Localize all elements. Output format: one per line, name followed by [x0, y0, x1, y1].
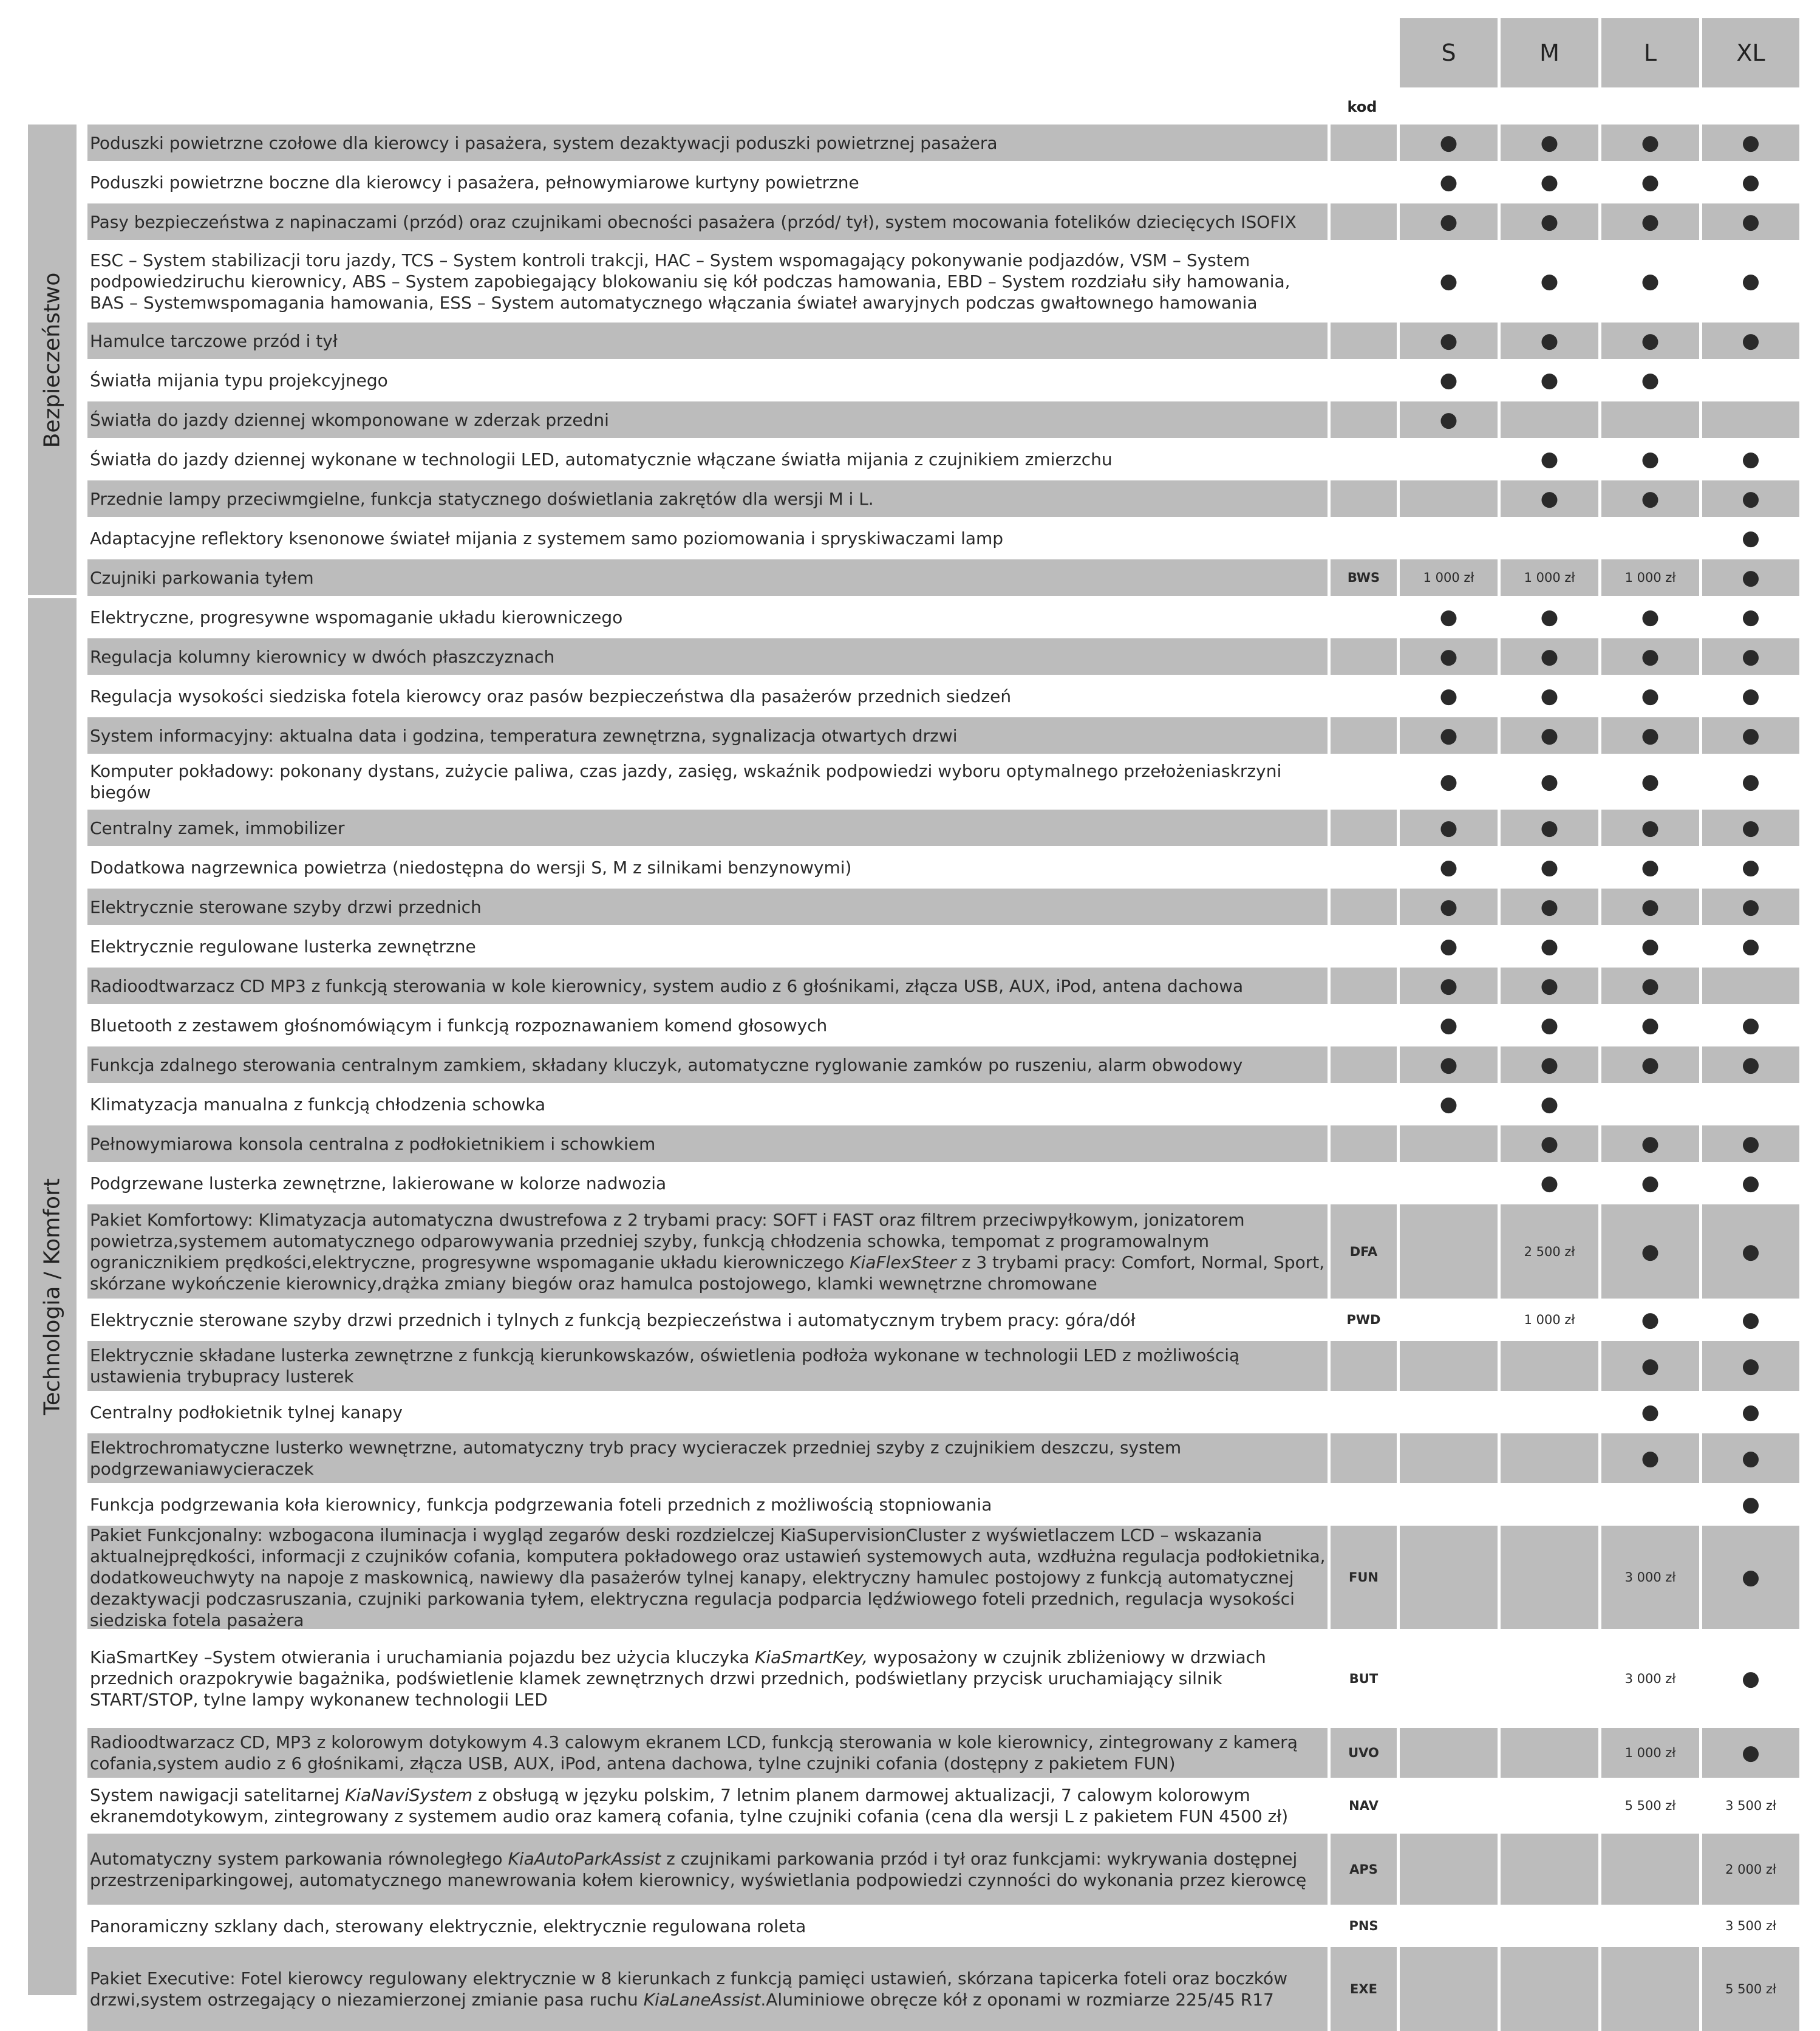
- variant-s-value: ●: [1439, 368, 1458, 392]
- variant-m-value: [1501, 1341, 1598, 1391]
- variant-xl-value: ●: [1742, 1666, 1760, 1691]
- table-row: [0, 1165, 1820, 1201]
- variant-m-value: ●: [1540, 1013, 1559, 1037]
- table-row: [0, 559, 1820, 596]
- variant-s-value: [1400, 1947, 1498, 2031]
- variant-m-value: [1501, 1947, 1598, 2031]
- table-row: [0, 1204, 1820, 1299]
- option-code: [1331, 1394, 1397, 1430]
- variant-s-value: [1400, 1728, 1498, 1778]
- variant-xl-value: ●: [1702, 1125, 1799, 1162]
- option-code: [1331, 441, 1397, 477]
- variant-s-value: [1400, 520, 1498, 556]
- option-code: [1331, 323, 1397, 359]
- variant-s-value: ●: [1400, 968, 1498, 1004]
- variant-s-value: [1400, 1908, 1498, 1944]
- variant-s-value: ●: [1400, 810, 1498, 846]
- table-row: [0, 638, 1820, 675]
- variant-xl-value: 3 500 zł: [1725, 1919, 1776, 1933]
- variant-l-value: ●: [1641, 934, 1660, 958]
- option-code: [1331, 678, 1397, 714]
- option-code: [1331, 1086, 1397, 1122]
- option-code: [1331, 968, 1397, 1004]
- variant-xl-value: ●: [1742, 1013, 1760, 1037]
- feature-description: Podgrzewane lusterka zewnętrzne, lakierowane w kolorze nadwozia: [90, 1173, 667, 1193]
- variant-xl-value: ●: [1742, 447, 1760, 471]
- option-code: [1331, 889, 1397, 925]
- variant-m-value: ●: [1540, 1092, 1559, 1116]
- option-code: [1331, 401, 1397, 438]
- variant-xl-value: 2 000 zł: [1702, 1834, 1799, 1905]
- variant-s-value: [1400, 1165, 1498, 1201]
- variant-m-value: ●: [1501, 810, 1598, 846]
- table-row: [0, 1947, 1820, 2031]
- variant-l-value: 3 000 zł: [1601, 1526, 1699, 1629]
- table-row: [0, 968, 1820, 1004]
- option-code: [1331, 1433, 1397, 1483]
- variant-l-value: ●: [1601, 203, 1699, 240]
- variant-l-value: [1601, 1947, 1699, 2031]
- feature-description: Funkcja zdalnego sterowania centralnym zamkiem, składany kluczyk, automatyczne ryglowanie zamków po ruszeniu, alarm obwodowy: [87, 1046, 1328, 1083]
- variant-l-value: ●: [1601, 717, 1699, 754]
- option-code: UVO: [1331, 1728, 1397, 1778]
- variant-xl-value: ●: [1702, 1046, 1799, 1083]
- table-row: [0, 757, 1820, 807]
- variant-xl-value: [1702, 1086, 1799, 1122]
- variant-m-value: 2 500 zł: [1501, 1204, 1598, 1299]
- variant-l-value: ●: [1641, 1308, 1660, 1332]
- feature-description: Poduszki powietrzne czołowe dla kierowcy i pasażera, system dezaktywacji poduszki powietrznej pasażera: [87, 125, 1328, 161]
- variant-m-value: 1 000 zł: [1524, 1312, 1575, 1327]
- variant-m-value: ●: [1501, 638, 1598, 675]
- table-row: [0, 362, 1820, 398]
- option-code: [1331, 243, 1397, 319]
- variant-s-value: [1400, 1834, 1498, 1905]
- variant-m-value: ●: [1540, 368, 1559, 392]
- table-row: [0, 125, 1820, 161]
- table-row: [0, 1086, 1820, 1122]
- variant-s-value: [1400, 1526, 1498, 1629]
- variant-xl-value: ●: [1742, 526, 1760, 550]
- variant-xl-value: ●: [1702, 1341, 1799, 1391]
- option-code: [1331, 1165, 1397, 1201]
- variant-s-value: ●: [1400, 125, 1498, 161]
- option-code: [1331, 928, 1397, 964]
- variant-l-value: ●: [1601, 1046, 1699, 1083]
- variant-m-value: ●: [1540, 855, 1559, 879]
- feature-description: Czujniki parkowania tyłem: [87, 559, 1328, 596]
- variant-l-value: ●: [1641, 269, 1660, 293]
- option-code: [1331, 1007, 1397, 1043]
- variant-xl-value: [1702, 401, 1799, 438]
- variant-l-value: [1601, 1908, 1699, 1944]
- variant-s-value: [1400, 1632, 1498, 1725]
- variant-xl-value: ●: [1702, 638, 1799, 675]
- variant-xl-value: ●: [1702, 1526, 1799, 1629]
- variant-m-value: [1501, 1781, 1598, 1831]
- variant-s-value: ●: [1439, 605, 1458, 629]
- option-code: DFA: [1331, 1204, 1397, 1299]
- variant-l-value: [1601, 520, 1699, 556]
- feature-description: Funkcja podgrzewania koła kierownicy, funkcja podgrzewania foteli przednich z możliwością stopniowania: [90, 1494, 992, 1515]
- table-row: [0, 849, 1820, 886]
- option-code: APS: [1331, 1834, 1397, 1905]
- variant-s-value: ●: [1400, 323, 1498, 359]
- table-row: [0, 1341, 1820, 1391]
- table-row: [0, 1007, 1820, 1043]
- feature-description: Centralny zamek, immobilizer: [87, 810, 1328, 846]
- variant-xl-value: ●: [1702, 810, 1799, 846]
- variant-m-value: [1501, 1526, 1598, 1629]
- table-row: [0, 520, 1820, 556]
- option-code: PNS: [1349, 1919, 1379, 1933]
- variant-s-value: ●: [1439, 855, 1458, 879]
- variant-xl-value: ●: [1702, 480, 1799, 517]
- feature-description: Klimatyzacja manualna z funkcją chłodzenia schowka: [90, 1094, 546, 1114]
- variant-xl-value: ●: [1702, 889, 1799, 925]
- variant-m-value: [1501, 1834, 1598, 1905]
- variant-xl-value: ●: [1742, 605, 1760, 629]
- feature-description: Regulacja wysokości siedziska fotela kierowcy oraz pasów bezpieczeństwa dla pasażerów przednich siedzeń: [90, 686, 1012, 706]
- feature-description: Pakiet Executive: Fotel kierowcy regulowany elektrycznie w 8 kierunkach z funkcją pamięci ustawień, skórzana tapicerka foteli oraz boczków drzwi,system ostrzegający o niezamierzonej zmianie pasa ruchu KiaLaneAssist.Aluminiowe obręcze kół z oponami w rozmiarze 225/45 R17: [87, 1947, 1328, 2031]
- feature-description: Światła do jazdy dziennej wykonane w technologii LED, automatycznie włączane światła mijania z czujnikiem zmierzchu: [90, 449, 1113, 469]
- variant-s-value: ●: [1400, 717, 1498, 754]
- variant-m-value: [1501, 1728, 1598, 1778]
- variant-xl-value: ●: [1702, 1728, 1799, 1778]
- variant-l-value: ●: [1601, 1341, 1699, 1391]
- variant-m-value: ●: [1501, 203, 1598, 240]
- variant-l-value: ●: [1641, 684, 1660, 708]
- option-code: EXE: [1331, 1947, 1397, 2031]
- table-row: [0, 480, 1820, 517]
- variant-s-value: ●: [1400, 203, 1498, 240]
- option-code: [1331, 520, 1397, 556]
- variant-m-value: ●: [1501, 889, 1598, 925]
- variant-l-value: ●: [1601, 968, 1699, 1004]
- table-row: [0, 717, 1820, 754]
- category-safety-label: Bezpieczeństwo: [39, 272, 65, 448]
- option-code: [1331, 638, 1397, 675]
- feature-description: Adaptacyjne reflektory ksenonowe świateł mijania z systemem samo poziomowania i spryskiwaczami lamp: [90, 528, 1004, 548]
- variant-m-value: ●: [1540, 684, 1559, 708]
- variant-l-value: ●: [1641, 447, 1660, 471]
- feature-description: System nawigacji satelitarnej KiaNaviSystem z obsługą w języku polskim, 7 letnim planem darmowej aktualizacji, 7 calowym kolorowym ekranemdotykowym, zintegrowany z systemem audio oraz kamerą cofania, tylne czujniki cofania (cena dla wersji L z pakietem FUN 4500 zł): [90, 1785, 1289, 1826]
- feature-description: Centralny podłokietnik tylnej kanapy: [90, 1402, 403, 1422]
- variant-m-value: ●: [1540, 934, 1559, 958]
- option-code: [1331, 203, 1397, 240]
- variant-s-value: [1400, 1125, 1498, 1162]
- table-row: [0, 1526, 1820, 1629]
- variant-l-value: ●: [1601, 1125, 1699, 1162]
- feature-description: Komputer pokładowy: pokonany dystans, zużycie paliwa, czas jazdy, zasięg, wskaźnik podpowiedzi wyboru optymalnego przełożeniaskrzyni biegów: [90, 761, 1282, 802]
- option-code: [1331, 1125, 1397, 1162]
- variant-s-value: [1400, 480, 1498, 517]
- table-row: [0, 1302, 1820, 1338]
- feature-description: Pełnowymiarowa konsola centralna z podłokietnikiem i schowkiem: [87, 1125, 1328, 1162]
- variant-l-value: [1601, 401, 1699, 438]
- variant-xl-value: ●: [1742, 1400, 1760, 1424]
- option-code: [1331, 1486, 1397, 1523]
- variant-s-value: ●: [1439, 1013, 1458, 1037]
- variant-m-value: ●: [1540, 447, 1559, 471]
- variant-xl-value: ●: [1702, 203, 1799, 240]
- variant-header-s: S: [1400, 18, 1498, 87]
- variant-l-value: ●: [1641, 368, 1660, 392]
- variant-m-value: [1501, 1433, 1598, 1483]
- table-row: [0, 599, 1820, 635]
- feature-description: Panoramiczny szklany dach, sterowany elektrycznie, elektrycznie regulowana roleta: [90, 1916, 806, 1936]
- option-code: BUT: [1349, 1671, 1379, 1686]
- table-row: [0, 1728, 1820, 1778]
- option-code: [1331, 717, 1397, 754]
- variant-l-value: ●: [1641, 605, 1660, 629]
- variant-m-value: ●: [1540, 1171, 1559, 1195]
- table-row: [0, 678, 1820, 714]
- option-code: BWS: [1331, 559, 1397, 596]
- variant-xl-value: ●: [1742, 1308, 1760, 1332]
- variant-header-l: L: [1601, 18, 1699, 87]
- variant-xl-value: ●: [1742, 770, 1760, 794]
- feature-description: Przednie lampy przeciwmgielne, funkcja statycznego doświetlania zakrętów dla wersji M i L.: [87, 480, 1328, 517]
- table-row: [0, 1834, 1820, 1905]
- option-code: [1331, 810, 1397, 846]
- feature-description: Radioodtwarzacz CD MP3 z funkcją sterowania w kole kierownicy, system audio z 6 głośnikami, złącza USB, AUX, iPod, antena dachowa: [87, 968, 1328, 1004]
- variant-xl-value: ●: [1742, 269, 1760, 293]
- variant-xl-value: ●: [1742, 1492, 1760, 1517]
- feature-description: Dodatkowa nagrzewnica powietrza (niedostępna do wersji S, M z silnikami benzynowymi): [90, 857, 852, 878]
- variant-l-value: 5 500 zł: [1624, 1798, 1676, 1813]
- feature-description: Automatyczny system parkowania równoległego KiaAutoParkAssist z czujnikami parkowania przód i tył oraz funkcjami: wykrywania dostępnej przestrzeniparkingowej, automatycznego manewrowania kołem kierownicy, wyświetlania podpowiedzi czynności do wykonania przez kierowcę: [87, 1834, 1328, 1905]
- feature-description: Hamulce tarczowe przód i tył: [87, 323, 1328, 359]
- variant-l-value: ●: [1601, 638, 1699, 675]
- variant-s-value: ●: [1439, 770, 1458, 794]
- variant-s-value: [1400, 441, 1498, 477]
- variant-m-value: [1501, 1394, 1598, 1430]
- feature-description: Światła do jazdy dziennej wkomponowane w zderzak przedni: [87, 401, 1328, 438]
- variant-s-value: ●: [1400, 1046, 1498, 1083]
- table-row: [0, 164, 1820, 200]
- variant-xl-value: ●: [1702, 717, 1799, 754]
- table-row: [0, 1781, 1820, 1831]
- variant-s-value: [1400, 1433, 1498, 1483]
- variant-xl-value: ●: [1742, 1171, 1760, 1195]
- feature-description: Elektrycznie regulowane lusterka zewnętrzne: [90, 936, 476, 957]
- variant-l-value: ●: [1641, 1400, 1660, 1424]
- variant-l-value: 3 000 zł: [1624, 1671, 1676, 1686]
- feature-description: Bluetooth z zestawem głośnomówiącym i funkcją rozpoznawaniem komend głosowych: [90, 1015, 828, 1036]
- variant-m-value: ●: [1540, 770, 1559, 794]
- variant-l-value: ●: [1641, 770, 1660, 794]
- table-row: [0, 889, 1820, 925]
- variant-header-xl: XL: [1702, 18, 1799, 87]
- feature-description: KiaSmartKey –System otwierania i uruchamiania pojazdu bez użycia kluczyka KiaSmartKey, wyposażony w czujnik zbliżeniowy w drzwiach przednich orazpokrywie bagażnika, podświetlenie klamek zewnętrznych drzwi przednich, podświetlany przycisk uruchamiający silnik START/STOP, tylne lampy wykonanew technologii LED: [90, 1647, 1266, 1710]
- variant-l-value: ●: [1641, 1171, 1660, 1195]
- variant-xl-value: 3 500 zł: [1725, 1798, 1776, 1813]
- variant-m-value: [1501, 1486, 1598, 1523]
- variant-xl-value: [1702, 362, 1799, 398]
- variant-l-value: [1601, 1486, 1699, 1523]
- variant-xl-value: ●: [1702, 1433, 1799, 1483]
- variant-s-value: [1400, 1394, 1498, 1430]
- table-row: [0, 203, 1820, 240]
- table-row: [0, 1908, 1820, 1944]
- variant-l-value: ●: [1601, 323, 1699, 359]
- variant-m-value: ●: [1501, 1125, 1598, 1162]
- table-row: [0, 1125, 1820, 1162]
- variant-xl-value: ●: [1742, 170, 1760, 194]
- option-code: NAV: [1349, 1798, 1379, 1813]
- table-row: [0, 1632, 1820, 1725]
- variant-s-value: ●: [1439, 684, 1458, 708]
- variant-s-value: [1400, 1204, 1498, 1299]
- table-row: [0, 1486, 1820, 1523]
- table-row: [0, 928, 1820, 964]
- variant-l-value: ●: [1601, 1204, 1699, 1299]
- variant-m-value: ●: [1501, 480, 1598, 517]
- feature-description: Pakiet Funkcjonalny: wzbogacona iluminacja i wygląd zegarów deski rozdzielczej KiaSupervisionCluster z wyświetlaczem LCD – wskazania aktualnejprędkości, informacji z czujników cofania, komputera pokładowego oraz ustawień systemowych auta, wzdłużna regulacja podłokietnika, dodatkoweuchwyty na napoje z maskownicą, nawiewy dla pasażerów tylnej kanapy, elektryczny hamulec postojowy z funkcją automatycznej dezaktywacji podczasruszania, czujniki parkowania tyłem, elektryczna regulacja podparcia lędźwiowego foteli przednich, regulacja wysokości siedziska fotela pasażera: [87, 1526, 1328, 1629]
- variant-s-value: [1400, 1781, 1498, 1831]
- feature-description: Światła mijania typu projekcyjnego: [90, 370, 388, 391]
- variant-s-value: [1400, 1341, 1498, 1391]
- variant-l-value: ●: [1601, 1433, 1699, 1483]
- option-code: [1331, 164, 1397, 200]
- option-code: [1331, 480, 1397, 517]
- variant-s-value: [1400, 1486, 1498, 1523]
- variant-xl-value: ●: [1702, 323, 1799, 359]
- variant-m-value: 1 000 zł: [1501, 559, 1598, 596]
- variant-l-value: ●: [1601, 810, 1699, 846]
- variant-m-value: ●: [1501, 717, 1598, 754]
- variant-l-value: ●: [1641, 1013, 1660, 1037]
- variant-l-value: ●: [1601, 889, 1699, 925]
- variant-m-value: ●: [1501, 1046, 1598, 1083]
- variant-l-value: 1 000 zł: [1601, 1728, 1699, 1778]
- variant-xl-value: ●: [1702, 125, 1799, 161]
- kod-column-header: kod: [1347, 98, 1377, 115]
- category-technology-comfort-label: Technologia / Komfort: [39, 1178, 65, 1415]
- feature-description: Poduszki powietrzne boczne dla kierowcy i pasażera, pełnowymiarowe kurtyny powietrzne: [90, 172, 859, 193]
- feature-description: Pasy bezpieczeństwa z napinaczami (przód) oraz czujnikami obecności pasażera (przód/ tył), system mocowania fotelików dziecięcych ISOFIX: [87, 203, 1328, 240]
- option-code: [1331, 125, 1397, 161]
- table-row: [0, 401, 1820, 438]
- variant-s-value: ●: [1400, 638, 1498, 675]
- option-code: [1331, 849, 1397, 886]
- option-code: [1331, 599, 1397, 635]
- variant-s-value: 1 000 zł: [1400, 559, 1498, 596]
- variant-xl-value: ●: [1742, 855, 1760, 879]
- variant-xl-value: ●: [1742, 684, 1760, 708]
- variant-xl-value: 5 500 zł: [1702, 1947, 1799, 2031]
- variant-xl-value: [1702, 968, 1799, 1004]
- option-code: [1331, 757, 1397, 807]
- variant-m-value: ●: [1501, 125, 1598, 161]
- variant-xl-value: ●: [1702, 559, 1799, 596]
- variant-m-value: [1501, 401, 1598, 438]
- table-row: [0, 810, 1820, 846]
- variant-xl-value: ●: [1742, 934, 1760, 958]
- table-row: [0, 441, 1820, 477]
- variant-xl-value: ●: [1702, 1204, 1799, 1299]
- variant-m-value: ●: [1501, 968, 1598, 1004]
- variant-m-value: [1501, 520, 1598, 556]
- variant-l-value: ●: [1641, 170, 1660, 194]
- variant-m-value: ●: [1540, 269, 1559, 293]
- table-row: [0, 243, 1820, 319]
- variant-l-value: [1601, 1834, 1699, 1905]
- feature-description: ESC – System stabilizacji toru jazdy, TCS – System kontroli trakcji, HAC – System wspomagający pokonywanie podjazdów, VSM – System podpowiedziruchu kierownicy, ABS – System zapobiegający blokowaniu się kół podczas hamowania, EBD – System rozdziału siły hamowania, BAS – Systemwspomagania hamowania, ESS – System automatycznego włączania świateł awaryjnych podczas gwałtownego hamowania: [90, 250, 1290, 313]
- variant-s-value: [1400, 1302, 1498, 1338]
- feature-description: Pakiet Komfortowy: Klimatyzacja automatyczna dwustrefowa z 2 trybami pracy: SOFT i FAST oraz filtrem przeciwpyłkowym, jonizatorem powietrza,systemem automatycznego odparowywania przedniej szyby, funkcją chłodzenia schowka, tempomat z programowalnym ogranicznikiem prędkości,elektryczne, progresywne wspomaganie układu kierowniczego KiaFlexSteer z 3 trybami pracy: Comfort, Normal, Sport, skórzane wykończenie kierownicy,drążka zmiany biegów oraz hamulca postojowego, klamki wewnętrzne chromowane: [87, 1204, 1328, 1299]
- feature-description: Elektrochromatyczne lusterko wewnętrzne, automatyczny tryb pracy wycieraczek przedniej szyby z czujnikiem deszczu, system podgrzewaniawycieraczek: [87, 1433, 1328, 1483]
- variant-s-value: ●: [1439, 1092, 1458, 1116]
- feature-description: Elektryczne, progresywne wspomaganie układu kierowniczego: [90, 607, 623, 627]
- variant-l-value: ●: [1601, 480, 1699, 517]
- variant-s-value: ●: [1439, 170, 1458, 194]
- table-row: [0, 1046, 1820, 1083]
- variant-s-value: ●: [1439, 269, 1458, 293]
- feature-description: System informacyjny: aktualna data i godzina, temperatura zewnętrzna, sygnalizacja otwartych drzwi: [87, 717, 1328, 754]
- option-code: [1331, 1046, 1397, 1083]
- variant-m-value: [1501, 1632, 1598, 1725]
- variant-m-value: ●: [1540, 605, 1559, 629]
- table-row: [0, 1433, 1820, 1483]
- variant-m-value: [1501, 1908, 1598, 1944]
- option-code: FUN: [1331, 1526, 1397, 1629]
- feature-description: Elektrycznie sterowane szyby drzwi przednich i tylnych z funkcją bezpieczeństwa i automatycznym trybem pracy: góra/dół: [90, 1309, 1136, 1330]
- variant-m-value: ●: [1501, 323, 1598, 359]
- table-row: [0, 323, 1820, 359]
- table-row: [0, 1394, 1820, 1430]
- option-code: [1331, 1341, 1397, 1391]
- option-code: PWD: [1346, 1312, 1381, 1327]
- feature-description: Elektrycznie sterowane szyby drzwi przednich: [87, 889, 1328, 925]
- variant-s-value: ●: [1400, 889, 1498, 925]
- variant-l-value: [1601, 1086, 1699, 1122]
- variant-s-value: ●: [1400, 401, 1498, 438]
- variant-header-m: M: [1501, 18, 1598, 87]
- option-code: [1331, 362, 1397, 398]
- variant-l-value: 1 000 zł: [1601, 559, 1699, 596]
- variant-l-value: ●: [1601, 125, 1699, 161]
- feature-description: Radioodtwarzacz CD, MP3 z kolorowym dotykowym 4.3 calowym ekranem LCD, funkcją sterowania w kole kierownicy, zintegrowany z kamerą cofania,system audio z 6 głośnikami, złącza USB, AUX, iPod, antena dachowa, tylne czujniki cofania (dostępny z pakietem FUN): [87, 1728, 1328, 1778]
- variant-l-value: ●: [1641, 855, 1660, 879]
- feature-description: Regulacja kolumny kierownicy w dwóch płaszczyznach: [87, 638, 1328, 675]
- feature-description: Elektrycznie składane lusterka zewnętrzne z funkcją kierunkowskazów, oświetlenia podłoża wykonane w technologii LED z możliwością ustawienia trybupracy lusterek: [87, 1341, 1328, 1391]
- variant-s-value: ●: [1439, 934, 1458, 958]
- variant-m-value: ●: [1540, 170, 1559, 194]
